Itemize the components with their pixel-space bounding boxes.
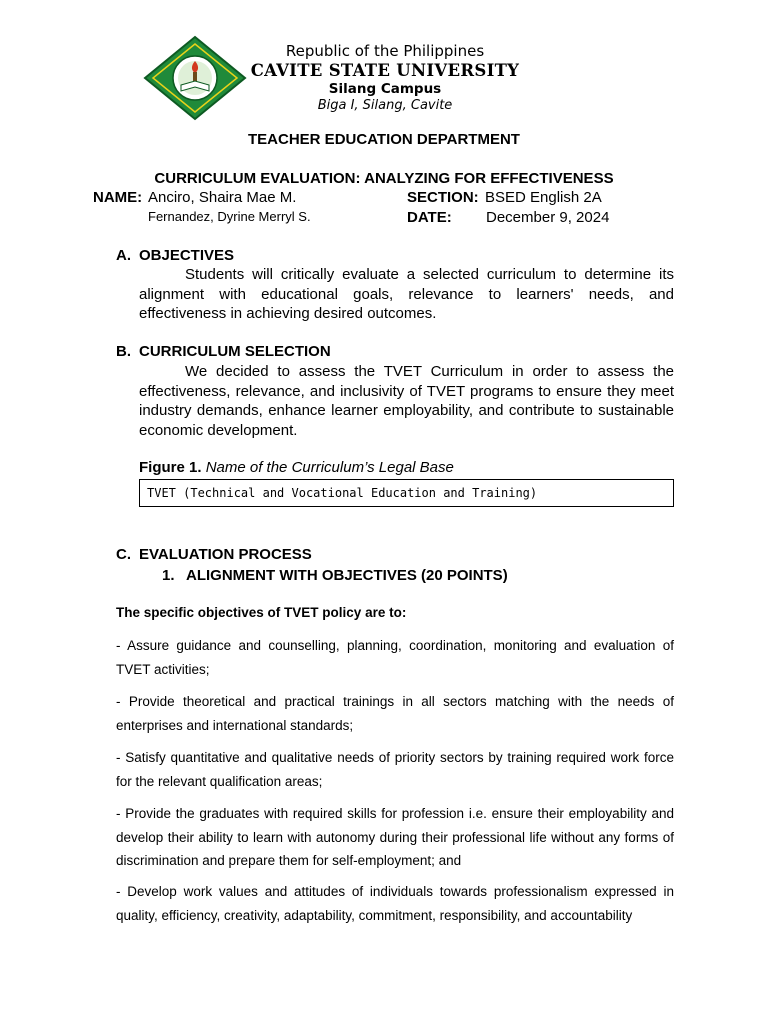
name-label: NAME: xyxy=(93,189,143,206)
section-value: BSED English 2A xyxy=(485,189,602,206)
list-item: - Develop work values and attitudes of individuals towards professionalism expressed in quality, efficiency, creativity, adaptability, commitment, responsibility, and accountability xyxy=(116,884,674,923)
name-value-1: Anciro, Shaira Mae M. xyxy=(148,189,297,206)
section-c-letter: C. xyxy=(116,546,131,563)
list-item: - Assure guidance and counselling, planning, coordination, monitoring and evaluation of TVET activities; xyxy=(116,638,674,677)
subsection-number: 1. xyxy=(162,567,175,584)
section-a-paragraph: Students will critically evaluate a selected curriculum to determine its alignment with educational goals, relevance to learners' needs, and effectiveness in achieving desired outcomes. xyxy=(139,266,674,322)
section-b-letter: B. xyxy=(116,343,131,360)
name-value-2: Fernandez, Dyrine Merryl S. xyxy=(148,209,311,224)
university-seal-logo xyxy=(143,35,247,121)
section-label: SECTION: xyxy=(407,189,479,206)
section-a-heading: OBJECTIVES xyxy=(139,247,235,264)
specific-objectives-heading: The specific objectives of TVET policy are to: xyxy=(116,605,407,620)
date-label: DATE: xyxy=(407,209,452,226)
date-value: December 9, 2024 xyxy=(486,209,610,226)
section-b-heading: CURRICULUM SELECTION xyxy=(139,343,331,360)
list-item: - Provide theoretical and practical trainings in all sectors matching with the needs of enterprises and international standards; xyxy=(116,694,674,733)
header-address: Biga I, Silang, Cavite xyxy=(317,98,453,113)
header-university-name: CAVITE STATE UNIVERSITY xyxy=(250,61,520,80)
section-c-heading: EVALUATION PROCESS xyxy=(139,546,312,563)
figure-caption-text: Name of the Curriculum’s Legal Base xyxy=(205,459,454,476)
figure-label: Figure 1. xyxy=(139,459,202,476)
figure-box: TVET (Technical and Vocational Education and Training) xyxy=(139,479,674,507)
section-b-paragraph: We decided to assess the TVET Curriculum in order to assess the effectiveness, relevance, and inclusivity of TVET programs to ensure they meet industry demands, enhance learner employability, and contribute to sustainable economic development. xyxy=(139,363,674,439)
document-title: CURRICULUM EVALUATION: ANALYZING FOR EFFECTIVENESS xyxy=(154,170,614,187)
figure-caption xyxy=(139,459,454,476)
list-item: - Satisfy quantitative and qualitative needs of priority sectors by training required work force for the relevant qualification areas; xyxy=(116,750,674,789)
header-campus: Silang Campus xyxy=(328,81,442,97)
subsection-heading: ALIGNMENT WITH OBJECTIVES (20 POINTS) xyxy=(186,567,508,584)
section-a-letter: A. xyxy=(116,247,131,264)
header-republic: Republic of the Philippines xyxy=(285,42,485,60)
department-title: TEACHER EDUCATION DEPARTMENT xyxy=(248,131,520,148)
list-item: - Provide the graduates with required skills for profession i.e. ensure their employability and develop their ability to learn with autonomy during their professional life without any forms of discrimination and prepare them for self-employment; and xyxy=(116,806,674,868)
